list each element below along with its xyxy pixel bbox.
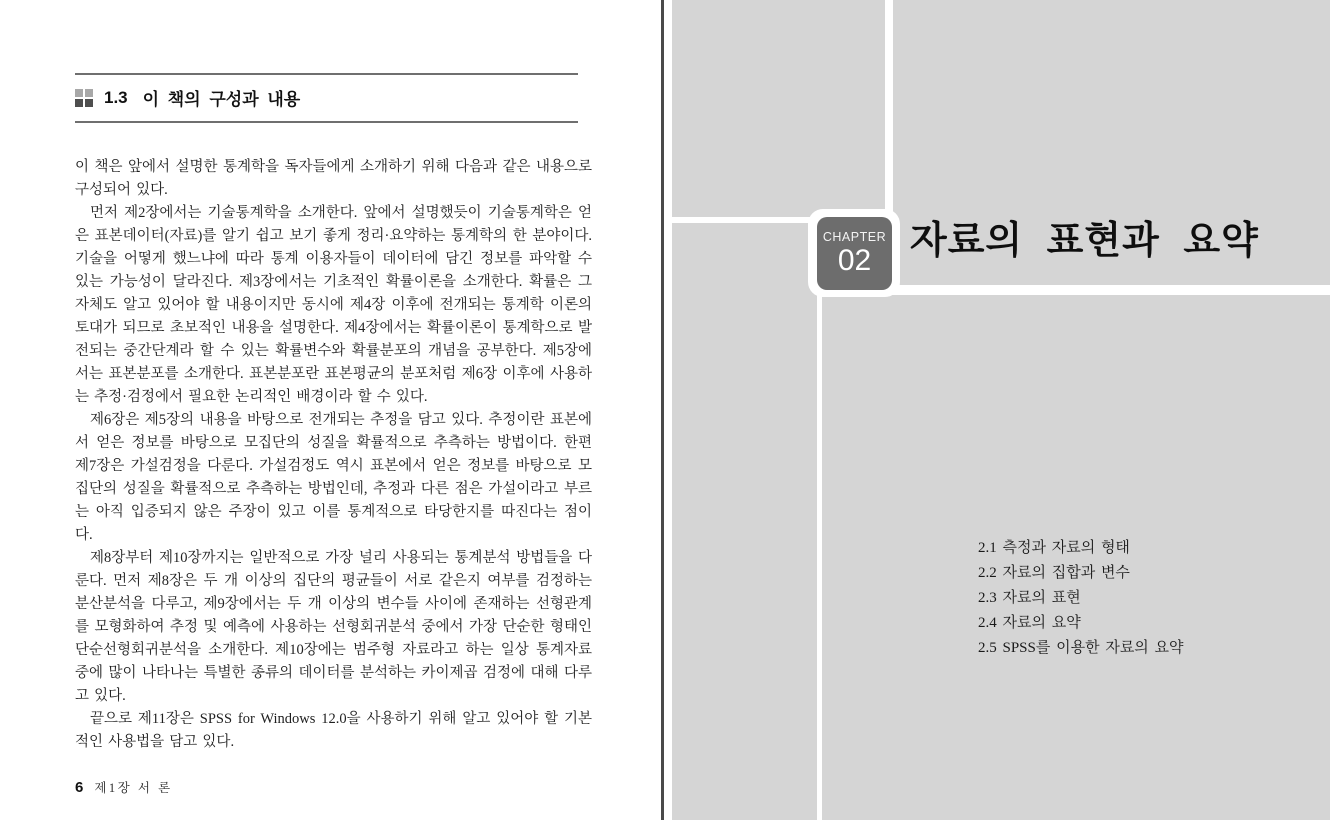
paragraph: 이 책은 앞에서 설명한 통계학을 독자들에게 소개하기 위해 다음과 같은 내용으로 구성되어 있다. [75,159,592,198]
toc-item: 2.1 측정과 자료의 형태 [978,540,1130,556]
paragraph: 제8장부터 제10장까지는 일반적으로 가장 널리 사용되는 통계분석 방법들을 다룬다. 먼저 제8장은 두 개 이상의 집단의 평균들이 서로 같은지 여부를 검정하는 분산분석을 다루고, 제9장에서는 두 개 이상의 변수들 사이에 존재하는 선형관계를 모형화하여 추정 및 예측에 사용하는 선형회귀분석 중에서 가장 단순한 형태인 단순선형회귀분석을 소개한다. 제10장에는 범주형 자료라고 하는 일상 통계자료 중에 많이 나타나는 특별한 종류의 데이터를 분석하는 카이제곱 검정에 대해 다루고 있다. [75,550,592,704]
toc-item: 2.4 자료의 요약 [978,615,1081,631]
section-body-text [75,156,592,754]
page-number: 6 [75,779,84,796]
toc-item: 2.3 자료의 표현 [978,590,1081,606]
running-title: 제1장 서 론 [94,781,173,795]
gray-block-top-left [672,0,885,217]
header-top-rule [75,73,578,75]
section-header-row [75,85,300,110]
left-page [0,0,661,820]
paragraph: 먼저 제2장에서는 기술통계학을 소개한다. 앞에서 설명했듯이 기술통계학은 얻은 표본데이터(자료)를 알기 쉽고 보기 좋게 정리·요약하는 통계학의 한 분야이다. 기술을 어떻게 했느냐에 따라 통계 이용자들이 데이터에 담긴 정보를 파악할 수 있는 가능성이 달라진다. 제3장에서는 기초적인 확률이론을 소개한다. 확률은 그 자체도 알고 있어야 할 내용이지만 동시에 제4장 이후에 전개되는 통계학 이론의 토대가 되므로 초보적인 내용을 설명한다. 제4장에서는 확률이론이 통계학으로 발전되는 중간단계라 할 수 있는 확률변수와 확률분포의 개념을 공부한다. 제5장에서는 표본분포를 소개한다. 표본분포란 표본평균의 분포처럼 제6장 이후에 사용하는 추정·검정에서 필요한 논리적인 배경이라 할 수 있다. [75,205,592,405]
section-title: 이 책의 구성과 내용 [142,90,301,109]
chapter-badge-inner [817,217,892,290]
chapter-badge [808,209,900,297]
paragraph: 제6장은 제5장의 내용을 바탕으로 전개되는 추정을 담고 있다. 추정이란 표본에서 얻은 정보를 바탕으로 모집단의 성질을 확률적으로 추측하는 방법이다. 한편 제7장은 가설검정을 다룬다. 가설검정도 역시 표본에서 얻은 정보를 바탕으로 모집단의 성질을 확률적으로 추측하는 방법인데, 추정과 다른 점은 가설이라고 부르는 아직 입증되지 않은 주장이 있고 이를 통계적으로 타당한지를 따진다는 점이다. [75,412,592,543]
page-footer [75,778,173,796]
toc-item: 2.5 SPSS를 이용한 자료의 요약 [978,640,1184,656]
toc-item: 2.2 자료의 집합과 변수 [978,565,1130,581]
grid-squares-icon [75,89,93,107]
chapter-opener-page [664,0,1330,820]
chapter-title: 자료의 표현과 요약 [910,220,1259,262]
chapter-number: 02 [837,244,872,277]
chapter-eyebrow: CHAPTER [822,230,887,244]
header-bottom-rule [75,121,578,124]
gray-block-main [822,295,1330,820]
gray-block-left-column [672,223,817,820]
section-number: 1.3 [104,87,128,107]
section-header [75,73,578,123]
paragraph: 끝으로 제11장은 SPSS for Windows 12.0을 사용하기 위해 알고 있어야 할 기본적인 사용법을 담고 있다. [75,711,592,750]
chapter-toc [978,541,1184,666]
gray-block-title-band [893,0,1330,285]
